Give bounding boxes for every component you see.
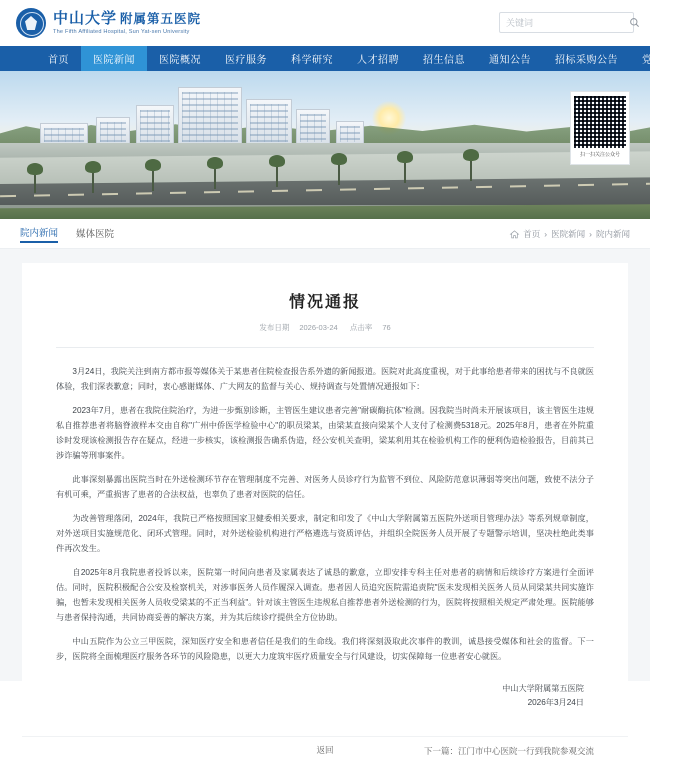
- breadcrumb-sep-1: ›: [544, 229, 548, 239]
- article-paragraph-1: 3月24日，我院关注到南方都市报等媒体关于某患者住院检查报告系外遗的新闻报道。医院对此高度重视，对于此事给患者带来的困扰与不良就医体验，我们深表歉意；同时，衷心感谢媒体、广大网友的监督与关心、规持调查与处置情况通报如下：: [56, 367, 594, 391]
- banner-palm-4: [214, 165, 216, 189]
- wechat-qr-card[interactable]: [570, 91, 630, 165]
- article-title: 情况通报: [288, 294, 361, 311]
- article-paragraph-5: 自2025年8月我院患者投诉以来，医院第一时间向患者及家属表达了诚恳的歉意，立即安排专科主任对患者的病情和后续诊疗方案进行全面评估。同时，医院积极配合公安及检察机关，对涉事医务人员作履深入调查。患者因人员追究医院需追责院"医未发现相关医务人员从同梁某共同实施诈骗，也暂未发现相关医务人员收受梁某的不正当利益"。针对该主管医生违规私自推荐患者外送检测的行为，医院将按照相关规定严肃处理。医院能够与患者保持沟通，共同协商妥善的解决方案，并为其后续诊疗提供全方位协助。: [56, 568, 594, 622]
- nav-item-8[interactable]: 招标采购公告: [555, 55, 618, 66]
- publish-date: 2026-03-24: [299, 323, 338, 332]
- nav-item-3[interactable]: 医疗服务: [225, 55, 267, 66]
- views-count: 76: [382, 323, 391, 332]
- breadcrumb-item-current[interactable]: 院内新闻: [595, 229, 630, 239]
- banner-palm-3: [152, 167, 154, 191]
- logo-title-cn: 中山大学: [53, 10, 118, 27]
- site-logo[interactable]: [16, 8, 201, 38]
- banner-building-2: [246, 99, 292, 147]
- search-box[interactable]: [499, 12, 634, 33]
- banner-palm-5: [276, 163, 278, 187]
- article-body: [56, 364, 594, 664]
- views-label: 点击率: [349, 323, 373, 332]
- nav-item-2[interactable]: 医院概况: [159, 55, 201, 66]
- back-button[interactable]: 返回: [316, 744, 334, 755]
- nav-item-6[interactable]: 招生信息: [423, 55, 465, 66]
- banner-building-main: [178, 87, 242, 147]
- next-article-link[interactable]: 下一篇：江门市中心医院一行到我院参观交流: [423, 746, 594, 756]
- search-icon[interactable]: [629, 13, 640, 32]
- breadcrumb-item-news[interactable]: 医院新闻: [551, 229, 586, 239]
- article-divider: [56, 347, 594, 348]
- main-nav: [0, 46, 684, 71]
- page-bottom-spacer: [0, 762, 650, 780]
- banner-palm-2: [92, 169, 94, 193]
- article-paragraph-6: 中山五院作为公立三甲医院，深知医疗安全和患者信任是我们的生命线。我们将深刻汲取此次事件的教训，诚恳接受媒体和社会的监督。下一步，医院将全面梳理医疗服务各环节的风险隐患，以更大力度筑牢医疗质量安全与行风建设，切实保障每一位患者安心就医。: [56, 637, 594, 661]
- article-meta: [56, 322, 594, 333]
- hero-banner: [0, 71, 650, 219]
- university-crest-icon: [16, 8, 46, 38]
- banner-building-4: [296, 109, 330, 147]
- banner-palm-7: [404, 159, 406, 183]
- search-input[interactable]: [500, 18, 629, 28]
- nav-item-9[interactable]: 党建工作: [642, 55, 684, 66]
- signature-date: 2026年3月24日: [527, 698, 584, 707]
- banner-palm-6: [338, 161, 340, 185]
- nav-item-5[interactable]: 人才招聘: [357, 55, 399, 66]
- nav-item-7[interactable]: 通知公告: [489, 55, 531, 66]
- nav-item-1[interactable]: 医院新闻: [81, 46, 147, 71]
- article-footer-nav: [22, 736, 628, 762]
- nav-item-0[interactable]: 首页: [48, 55, 69, 66]
- section-tabs-bar: [0, 219, 650, 249]
- tab-media-hospital[interactable]: 媒体医院: [76, 228, 115, 240]
- banner-palm-8: [470, 157, 472, 181]
- logo-title-en: The Fifth Affiliated Hospital, Sun Yat-sen University: [53, 29, 190, 35]
- logo-title: [53, 10, 201, 28]
- qr-code-icon: [574, 96, 626, 148]
- article-paragraph-2: 2023年7月，患者在我院住院治疗，为进一步甄别诊断，主管医生建议患者完善"耐碳酶抗体"检测。因我院当时尚未开展该项目，该主管医生违规私自推荐患者将脑脊液样本交由自称"广州中侨医学检验中心"的职员梁某，由梁某直接向梁某个人支付了检测费5318元。2025年8月，患者在外院重诊时发现该检测报告存在疑点，经进一步核实，该检测报告确系伪造，经公安机关查明，梁某利用其在检验机构工作的便利伪造检验报告，目前其已涉诈骗等刑事案件。: [56, 406, 594, 460]
- article-paragraph-4: 为改善管理落闭，2024年，我院已严格按照国家卫健委相关要求，制定和印发了《中山大学附属第五医院外送项目管理办法》等系列规章制度，对外送项目实施规范化、闭环式管理。同时，对外送检验机构进行严格遴选与资质评估，并组织全院医务人员开展了专题警示培训，坚决杜绝此类事件再次发生。: [56, 514, 594, 553]
- article-paragraph-3: 此事深刻暴露出医院当时在外送检测环节存在管理制度不完善、对医务人员诊疗行为监管不到位、风险防范意识薄弱等突出问题，致使不法分子有机可乘，严重损害了患者的合法权益，也辜负了患者对医院的信任。: [56, 475, 594, 499]
- tab-internal-news[interactable]: 院内新闻: [20, 225, 58, 243]
- breadcrumb: [510, 228, 630, 240]
- nav-item-4[interactable]: 科学研究: [291, 55, 333, 66]
- site-header: [0, 0, 650, 46]
- breadcrumb-sep-2: ›: [589, 229, 592, 239]
- home-icon: [510, 230, 519, 239]
- article-card: [22, 263, 628, 726]
- publish-label: 发布日期: [259, 323, 290, 332]
- banner-building-3: [136, 105, 174, 147]
- signature-org: 中山大学附属第五医院: [502, 684, 584, 693]
- banner-palm-1: [34, 171, 36, 193]
- article-signature: [56, 682, 584, 710]
- logo-title-sub: 附属第五医院: [120, 12, 202, 26]
- qr-caption: 扫一扫关注公众号: [579, 152, 620, 158]
- breadcrumb-item-home[interactable]: 首页: [523, 229, 541, 239]
